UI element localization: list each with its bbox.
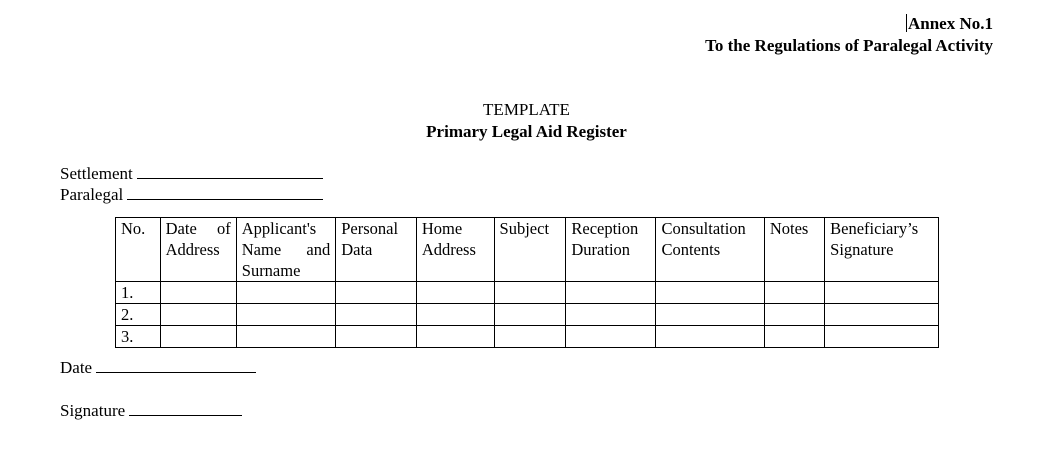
table-cell[interactable] <box>566 282 656 304</box>
table-cell[interactable] <box>494 326 566 348</box>
table-cell[interactable] <box>416 282 494 304</box>
row-number-cell: 1. <box>116 282 161 304</box>
table-cell[interactable] <box>160 282 236 304</box>
table-cell[interactable] <box>236 326 335 348</box>
annex-subtitle: To the Regulations of Paralegal Activity <box>705 36 993 55</box>
table-cell[interactable] <box>764 282 824 304</box>
table-cell[interactable] <box>160 304 236 326</box>
header-reception-duration: Reception Duration <box>566 218 656 282</box>
table-cell[interactable] <box>160 326 236 348</box>
date-field <box>60 358 256 378</box>
signature-field <box>60 401 242 421</box>
paralegal-label: Paralegal <box>60 185 124 204</box>
table-cell[interactable] <box>764 304 824 326</box>
date-label: Date <box>60 358 93 377</box>
header-no: No. <box>116 218 161 282</box>
table-cell[interactable] <box>656 326 764 348</box>
header-subject: Subject <box>494 218 566 282</box>
table-cell[interactable] <box>825 282 939 304</box>
table-cell[interactable] <box>566 326 656 348</box>
settlement-label: Settlement <box>60 164 133 183</box>
header-personal-data: Personal Data <box>336 218 417 282</box>
header-notes: Notes <box>764 218 824 282</box>
table-cell[interactable] <box>336 326 417 348</box>
table-cell[interactable] <box>764 326 824 348</box>
row-number-cell: 2. <box>116 304 161 326</box>
header-date-of-address: Date of Address <box>160 218 236 282</box>
signature-label: Signature <box>60 401 126 420</box>
settlement-blank-line[interactable] <box>137 164 323 179</box>
table-cell[interactable] <box>336 304 417 326</box>
date-blank-line[interactable] <box>96 358 256 373</box>
signature-blank-line[interactable] <box>129 401 242 416</box>
table-row <box>116 282 939 304</box>
table-header-row <box>116 218 939 282</box>
row-number-cell: 3. <box>116 326 161 348</box>
table-cell[interactable] <box>416 326 494 348</box>
table-cell[interactable] <box>656 304 764 326</box>
register-title: Primary Legal Aid Register <box>426 122 627 141</box>
table-cell[interactable] <box>236 282 335 304</box>
table-cell[interactable] <box>494 282 566 304</box>
annex-heading <box>705 13 993 57</box>
table-cell[interactable] <box>566 304 656 326</box>
legal-aid-register-table <box>115 217 939 348</box>
annex-number: Annex No.1 <box>907 14 993 33</box>
table-row <box>116 304 939 326</box>
header-home-address: Home Address <box>416 218 494 282</box>
annex-number-line <box>705 13 993 35</box>
table-cell[interactable] <box>236 304 335 326</box>
paralegal-blank-line[interactable] <box>127 185 323 200</box>
paralegal-field <box>60 185 323 205</box>
settlement-field <box>60 164 323 184</box>
table-cell[interactable] <box>494 304 566 326</box>
header-applicant-name: Applicant's Name and Surname <box>236 218 335 282</box>
text-cursor <box>906 14 907 32</box>
table-cell[interactable] <box>825 326 939 348</box>
table-cell[interactable] <box>656 282 764 304</box>
table-cell[interactable] <box>825 304 939 326</box>
table-cell[interactable] <box>416 304 494 326</box>
table-row <box>116 326 939 348</box>
template-label: TEMPLATE <box>483 100 570 119</box>
header-beneficiary-signature: Beneficiary’s Signature <box>825 218 939 282</box>
header-consultation-contents: Consultation Contents <box>656 218 764 282</box>
table-cell[interactable] <box>336 282 417 304</box>
